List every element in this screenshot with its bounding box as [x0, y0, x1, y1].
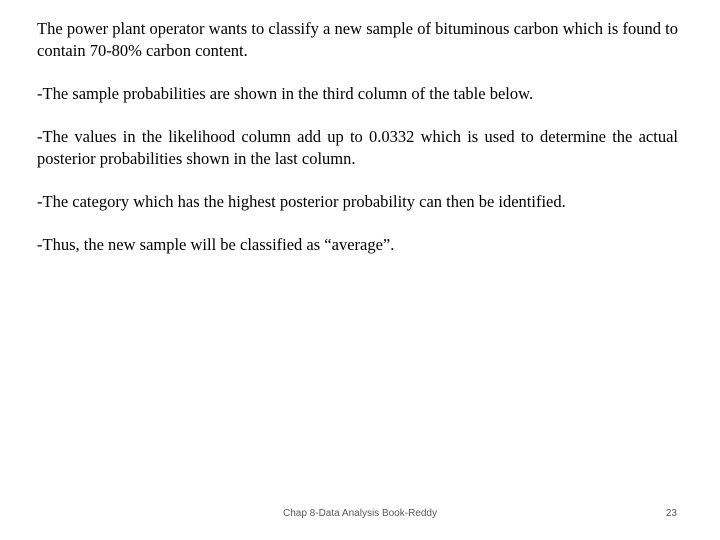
footer-text: Chap 8-Data Analysis Book-Reddy: [283, 508, 437, 519]
page-number: 23: [665, 508, 677, 519]
paragraph-classification: -Thus, the new sample will be classified as “average”.: [37, 235, 395, 254]
paragraph-sample-probabilities: -The sample probabilities are shown in the third column of the table below.: [37, 84, 534, 103]
slide-body: [37, 18, 678, 256]
paragraph-intro: The power plant operator wants to classify a new sample of bituminous carbon which is found to contain 70-80% carbon content.: [37, 19, 678, 60]
paragraph-likelihood-sum: -The values in the likelihood column add up to 0.0332 which is used to determine the actual posterior probabilities shown in the last column.: [37, 127, 678, 168]
paragraph-highest-posterior: -The category which has the highest posterior probability can then be identified.: [37, 192, 566, 211]
